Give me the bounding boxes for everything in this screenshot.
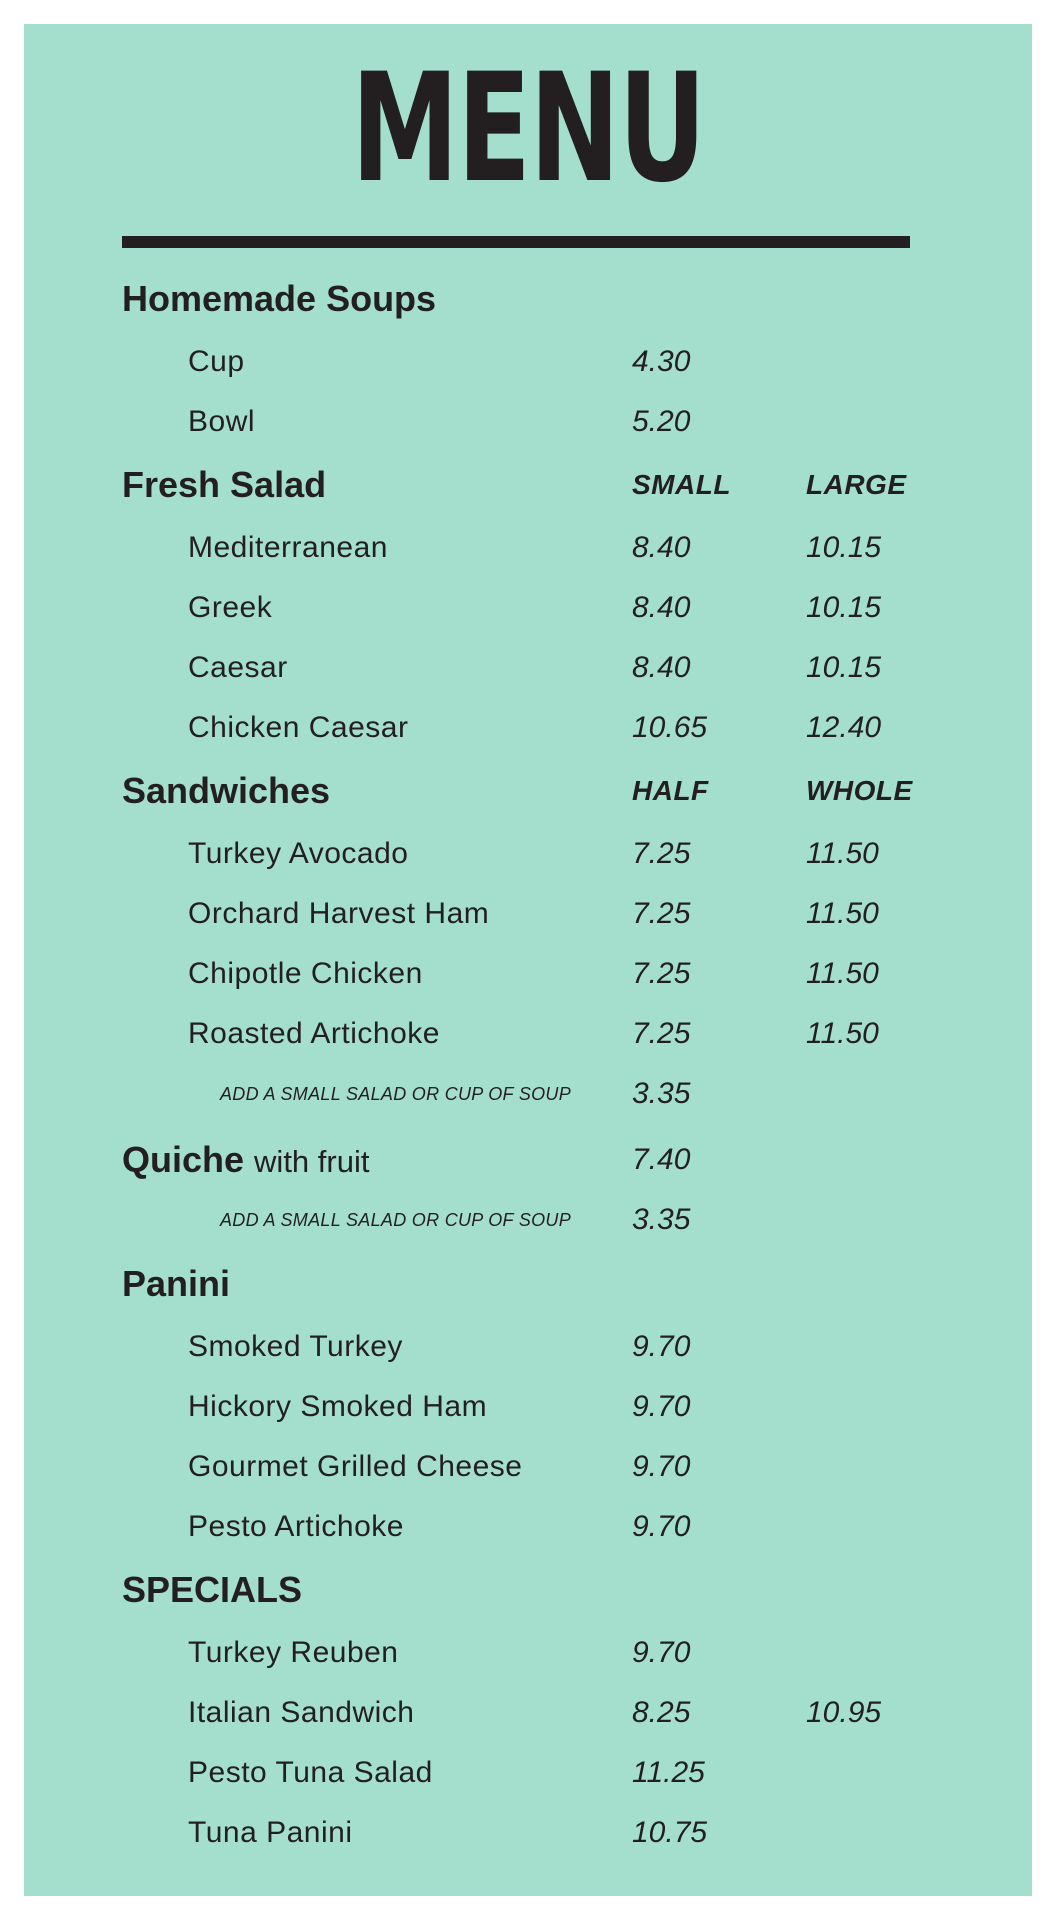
section-quiche [0,1135,1056,1185]
column-header-large: LARGE [806,469,907,500]
item-name: Mediterranean [188,531,388,564]
menu-row [0,1628,1056,1678]
menu-row [0,523,1056,573]
item-price-alt: 10.95 [806,1696,882,1729]
menu-title: MENU [351,42,705,216]
section-soups [0,274,1056,324]
item-price-small: 8.40 [632,531,691,564]
item-name: Pesto Tuna Salad [188,1756,433,1789]
addon-row [0,1195,1056,1245]
item-name: Roasted Artichoke [188,1017,440,1050]
addon-label: ADD A SMALL SALAD OR CUP OF SOUP [220,1084,572,1104]
item-price: 9.70 [632,1330,691,1363]
section-heading [122,1135,369,1187]
item-price-large: 10.15 [806,591,882,624]
addon-price: 3.35 [632,1203,691,1236]
section-specials [0,1565,1056,1615]
item-name: Pesto Artichoke [188,1510,404,1543]
item-price-whole: 11.50 [806,1017,879,1050]
item-price: 9.70 [632,1450,691,1483]
item-price-whole: 11.50 [806,837,879,870]
menu-row [0,1382,1056,1432]
menu-row [0,1688,1056,1738]
item-price-half: 7.25 [632,897,691,930]
section-heading: Panini [122,1263,231,1304]
menu-row [0,337,1056,387]
menu-row [0,1502,1056,1552]
menu-row [0,949,1056,999]
item-name: Turkey Avocado [188,837,409,870]
item-price-small: 8.40 [632,591,691,624]
item-price: 11.25 [632,1756,705,1789]
section-sandwiches [0,766,1056,816]
quiche-heading-text: Quiche [122,1139,245,1180]
section-heading: Fresh Salad [122,464,327,505]
item-price: 5.20 [632,405,691,438]
item-name: Turkey Reuben [188,1636,399,1669]
item-name: Tuna Panini [188,1816,353,1849]
item-price-half: 7.25 [632,837,691,870]
menu-row [0,1808,1056,1858]
section-heading: SPECIALS [122,1569,303,1610]
item-name: Caesar [188,651,288,684]
item-price-whole: 11.50 [806,957,879,990]
menu-row [0,889,1056,939]
item-name: Bowl [188,405,256,438]
item-price: 8.25 [632,1696,691,1729]
item-price-small: 8.40 [632,651,691,684]
item-name: Chicken Caesar [188,711,409,744]
item-price: 4.30 [632,345,691,378]
quiche-suffix: with fruit [254,1144,370,1179]
column-header-small: SMALL [632,469,731,500]
column-header-whole: WHOLE [806,775,913,806]
item-price-whole: 11.50 [806,897,879,930]
section-heading: Homemade Soups [122,278,437,319]
menu-row [0,829,1056,879]
item-price-large: 10.15 [806,531,882,564]
item-price-large: 12.40 [806,711,882,744]
title-divider [122,236,910,248]
item-price: 10.75 [632,1816,708,1849]
menu-row [0,1322,1056,1372]
item-name: Gourmet Grilled Cheese [188,1450,523,1483]
item-price-half: 7.25 [632,957,691,990]
addon-label: ADD A SMALL SALAD OR CUP OF SOUP [220,1210,572,1230]
menu-row [0,643,1056,693]
item-price-half: 7.25 [632,1017,691,1050]
item-price-large: 10.15 [806,651,882,684]
item-price: 7.40 [632,1143,691,1176]
menu-row [0,1748,1056,1798]
menu-row [0,583,1056,633]
addon-row [0,1069,1056,1119]
column-header-half: HALF [632,775,709,806]
item-name: Smoked Turkey [188,1330,403,1363]
menu-row [0,1009,1056,1059]
menu-row [0,703,1056,753]
item-name: Cup [188,345,245,378]
menu-row [0,1442,1056,1492]
item-name: Hickory Smoked Ham [188,1390,488,1423]
item-name: Greek [188,591,273,624]
addon-price: 3.35 [632,1077,691,1110]
menu-row [0,397,1056,447]
item-price: 9.70 [632,1510,691,1543]
item-name: Chipotle Chicken [188,957,423,990]
section-heading: Sandwiches [122,770,331,811]
section-panini [0,1259,1056,1309]
item-name: Italian Sandwich [188,1696,415,1729]
item-name: Orchard Harvest Ham [188,897,490,930]
section-salad [0,460,1056,510]
item-price: 9.70 [632,1390,691,1423]
item-price-small: 10.65 [632,711,708,744]
item-price: 9.70 [632,1636,691,1669]
